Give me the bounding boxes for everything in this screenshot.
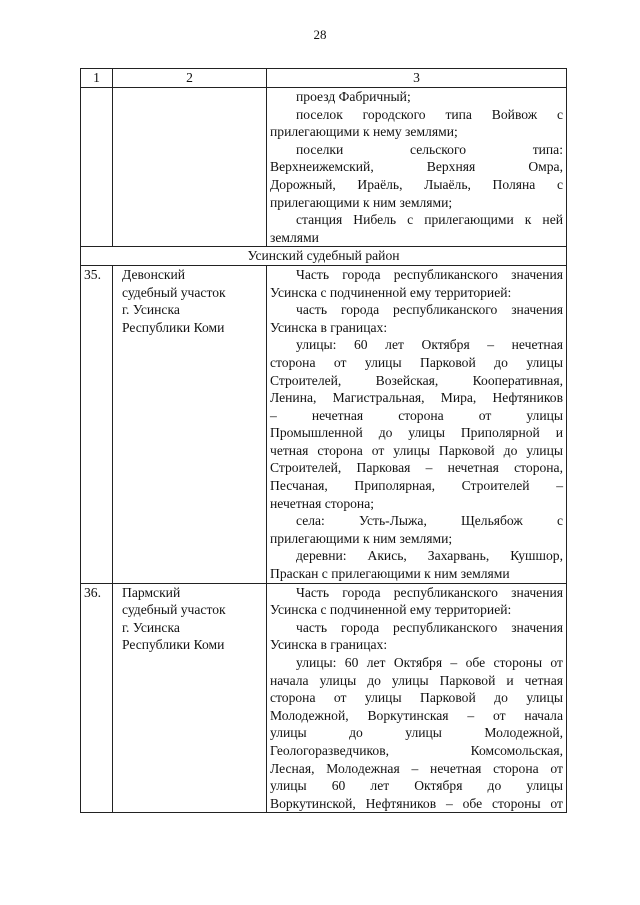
- territory-line: станция Нибель с прилегающими к ней: [296, 212, 563, 228]
- court-name-line: Девонский: [122, 266, 186, 282]
- territory-line: улицы: 60 лет Октября – обе стороны от: [296, 655, 563, 670]
- court-name-line: судебный участок: [122, 284, 226, 300]
- territory-line: часть города республиканского значения: [296, 619, 563, 635]
- territory-line: Усинска в границах:: [270, 319, 388, 335]
- territory-line: поселки сельского типа:: [296, 141, 563, 157]
- territory-line: Геологоразведчиков, Комсомольская,: [270, 742, 563, 758]
- territory-line: четная сторона от улицы Парковой до улицы: [270, 442, 563, 458]
- cell-number: 36.: [81, 583, 113, 813]
- court-name-line: Республики Коми: [122, 319, 225, 335]
- territory-line: – нечетная сторона от улицы: [270, 407, 563, 423]
- territory-line: Воркутинской, Нефтяников – обе стороны от: [270, 795, 563, 811]
- table-header-row: [81, 69, 567, 88]
- territory-line: Ленина, Магистральная, Мира, Нефтяников: [270, 390, 563, 406]
- territory-line: проезд Фабричный;: [296, 89, 411, 104]
- territory-line: улицы: 60 лет Октября – нечетная: [296, 337, 563, 353]
- territory-line: прилегающими к ним землями;: [270, 194, 453, 210]
- territory-line: Промышленной до улицы Приполярной и: [270, 425, 563, 441]
- court-name-line: г. Усинска: [122, 302, 180, 318]
- section-title: Усинский судебный район: [81, 247, 567, 266]
- territory-line: Часть города республиканского значения: [296, 266, 563, 282]
- table-row: [81, 583, 567, 813]
- territory-line: прилегающими к нему землями;: [270, 124, 458, 140]
- territory-line: прилегающими к ним землями;: [270, 530, 453, 546]
- territory-line: землями: [270, 229, 319, 245]
- cell-number: 35.: [81, 265, 113, 583]
- territory-line: поселок городского типа Войвож с: [296, 106, 563, 122]
- territory-line: Строителей, Возейская, Кооперативная,: [270, 372, 563, 388]
- cell-territory: [267, 88, 567, 247]
- territory-line: села: Усть-Лыжа, Щельябож с: [296, 513, 563, 529]
- table-row: [81, 265, 567, 583]
- header-col-1: 1: [81, 69, 113, 88]
- cell-name: [113, 583, 267, 813]
- territory-line: деревни: Акись, Захарвань, Кушшор,: [296, 548, 563, 564]
- territory-line: часть города республиканского значения: [296, 302, 563, 318]
- header-col-2: 2: [113, 69, 267, 88]
- territory-line: Праскан с прилегающими к ним землями: [270, 566, 510, 582]
- territory-line: Усинска с подчиненной ему территорией:: [270, 602, 512, 618]
- territory-line: Дорожный, Ираёль, Лыаёль, Поляна с: [270, 176, 563, 192]
- cell-number: [81, 88, 113, 247]
- cell-territory: [267, 583, 567, 813]
- territory-line: улицы 60 лет Октября до улицы: [270, 778, 563, 794]
- territory-line: Молодежной, Воркутинская – от начала: [270, 707, 563, 723]
- territory-line: сторона от улицы Парковой до улицы: [270, 354, 563, 370]
- territory-line: нечетная сторона;: [270, 495, 375, 511]
- cell-name: [113, 88, 267, 247]
- page-number: 28: [313, 27, 327, 42]
- territory-line: Песчаная, Приполярная, Строителей –: [270, 478, 563, 494]
- districts-table: [80, 68, 567, 813]
- territory-line: Верхнеижемский, Верхняя Омра,: [270, 159, 563, 175]
- cell-territory: [267, 265, 567, 583]
- territory-line: начала улицы до улицы Парковой и четная: [270, 672, 563, 688]
- territory-line: Часть города республиканского значения: [296, 584, 563, 600]
- territory-line: Усинска в границах:: [270, 637, 388, 653]
- header-col-3: 3: [267, 69, 567, 88]
- territory-line: улицы до улицы Молодежной,: [270, 725, 563, 741]
- territory-line: Лесная, Молодежная – нечетная сторона от: [270, 760, 563, 776]
- territory-line: сторона от улицы Парковой до улицы: [270, 690, 563, 706]
- table-row-continued: [81, 88, 567, 247]
- territory-line: Строителей, Парковая – нечетная сторона,: [270, 460, 563, 476]
- court-name-line: Пармский: [122, 584, 181, 600]
- court-name-line: судебный участок: [122, 602, 226, 618]
- section-header-row: [81, 247, 567, 266]
- court-name-line: Республики Коми: [122, 637, 225, 653]
- cell-name: [113, 265, 267, 583]
- court-name-line: г. Усинска: [122, 619, 180, 635]
- territory-line: Усинска с подчиненной ему территорией:: [270, 284, 512, 300]
